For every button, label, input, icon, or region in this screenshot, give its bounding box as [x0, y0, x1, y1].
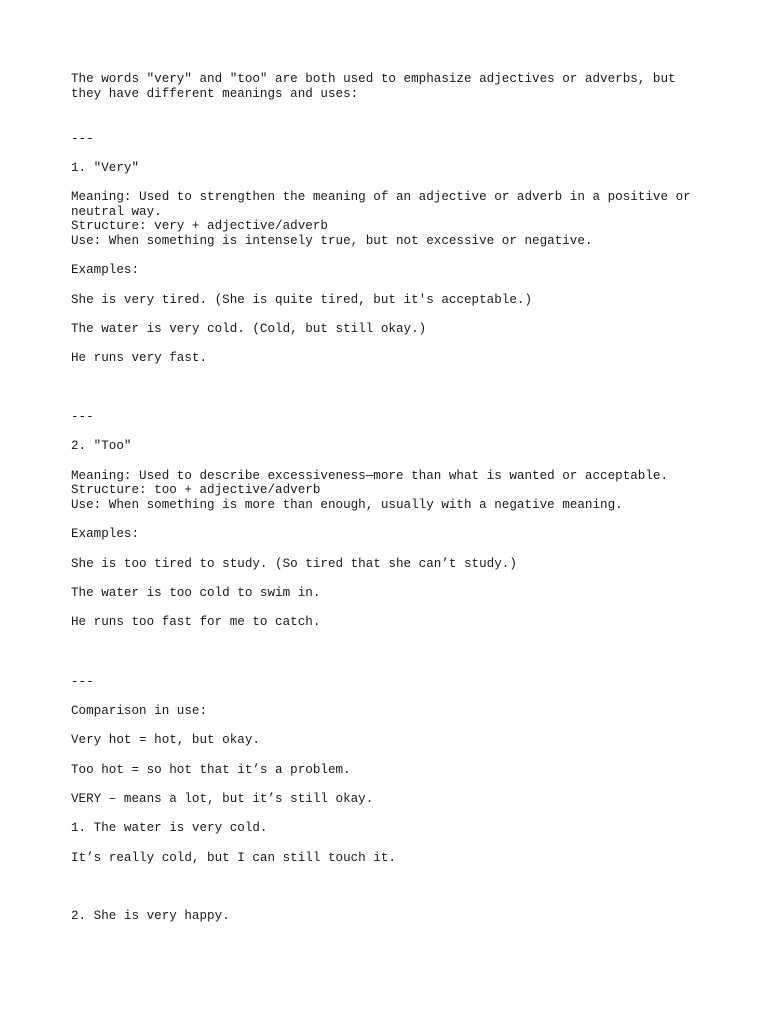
comparison-line-4: 1. The water is very cold. — [71, 821, 268, 835]
separator-3: --- — [71, 675, 94, 689]
very-example-2: The water is very cold. (Cold, but still okay.) — [71, 322, 427, 336]
too-example-3: He runs too fast for me to catch. — [71, 615, 321, 629]
very-examples-label: Examples: — [71, 263, 140, 277]
too-meaning: Meaning: Used to describe excessiveness—more than what is wanted or acceptable. — [71, 469, 669, 483]
too-heading: 2. "Too" — [71, 439, 132, 453]
very-use: Use: When something is intensely true, but not excessive or negative. — [71, 234, 593, 248]
very-example-3: He runs very fast. — [71, 351, 208, 365]
too-use: Use: When something is more than enough, usually with a negative meaning. — [71, 498, 623, 512]
intro-line-1: The words "very" and "too" are both used to emphasize adjectives or adverbs, but — [71, 72, 676, 86]
separator-1: --- — [71, 132, 94, 146]
comparison-line-3: VERY – means a lot, but it’s still okay. — [71, 792, 374, 806]
intro-line-2: they have different meanings and uses: — [71, 87, 359, 101]
comparison-line-2: Too hot = so hot that it’s a problem. — [71, 763, 351, 777]
comparison-line-5: It’s really cold, but I can still touch it. — [71, 851, 396, 865]
separator-2: --- — [71, 410, 94, 424]
very-meaning-line-1: Meaning: Used to strengthen the meaning of an adjective or adverb in a positive or — [71, 190, 691, 204]
very-example-1: She is very tired. (She is quite tired, but it's acceptable.) — [71, 293, 533, 307]
comparison-line-6: 2. She is very happy. — [71, 909, 230, 923]
too-structure: Structure: too + adjective/adverb — [71, 483, 321, 497]
very-meaning-line-2: neutral way. — [71, 205, 162, 219]
very-structure: Structure: very + adjective/adverb — [71, 219, 328, 233]
comparison-heading: Comparison in use: — [71, 704, 208, 718]
comparison-line-1: Very hot = hot, but okay. — [71, 733, 260, 747]
document-page — [71, 72, 711, 923]
too-example-2: The water is too cold to swim in. — [71, 586, 321, 600]
too-examples-label: Examples: — [71, 527, 140, 541]
very-heading: 1. "Very" — [71, 161, 140, 175]
too-example-1: She is too tired to study. (So tired that she can’t study.) — [71, 557, 517, 571]
